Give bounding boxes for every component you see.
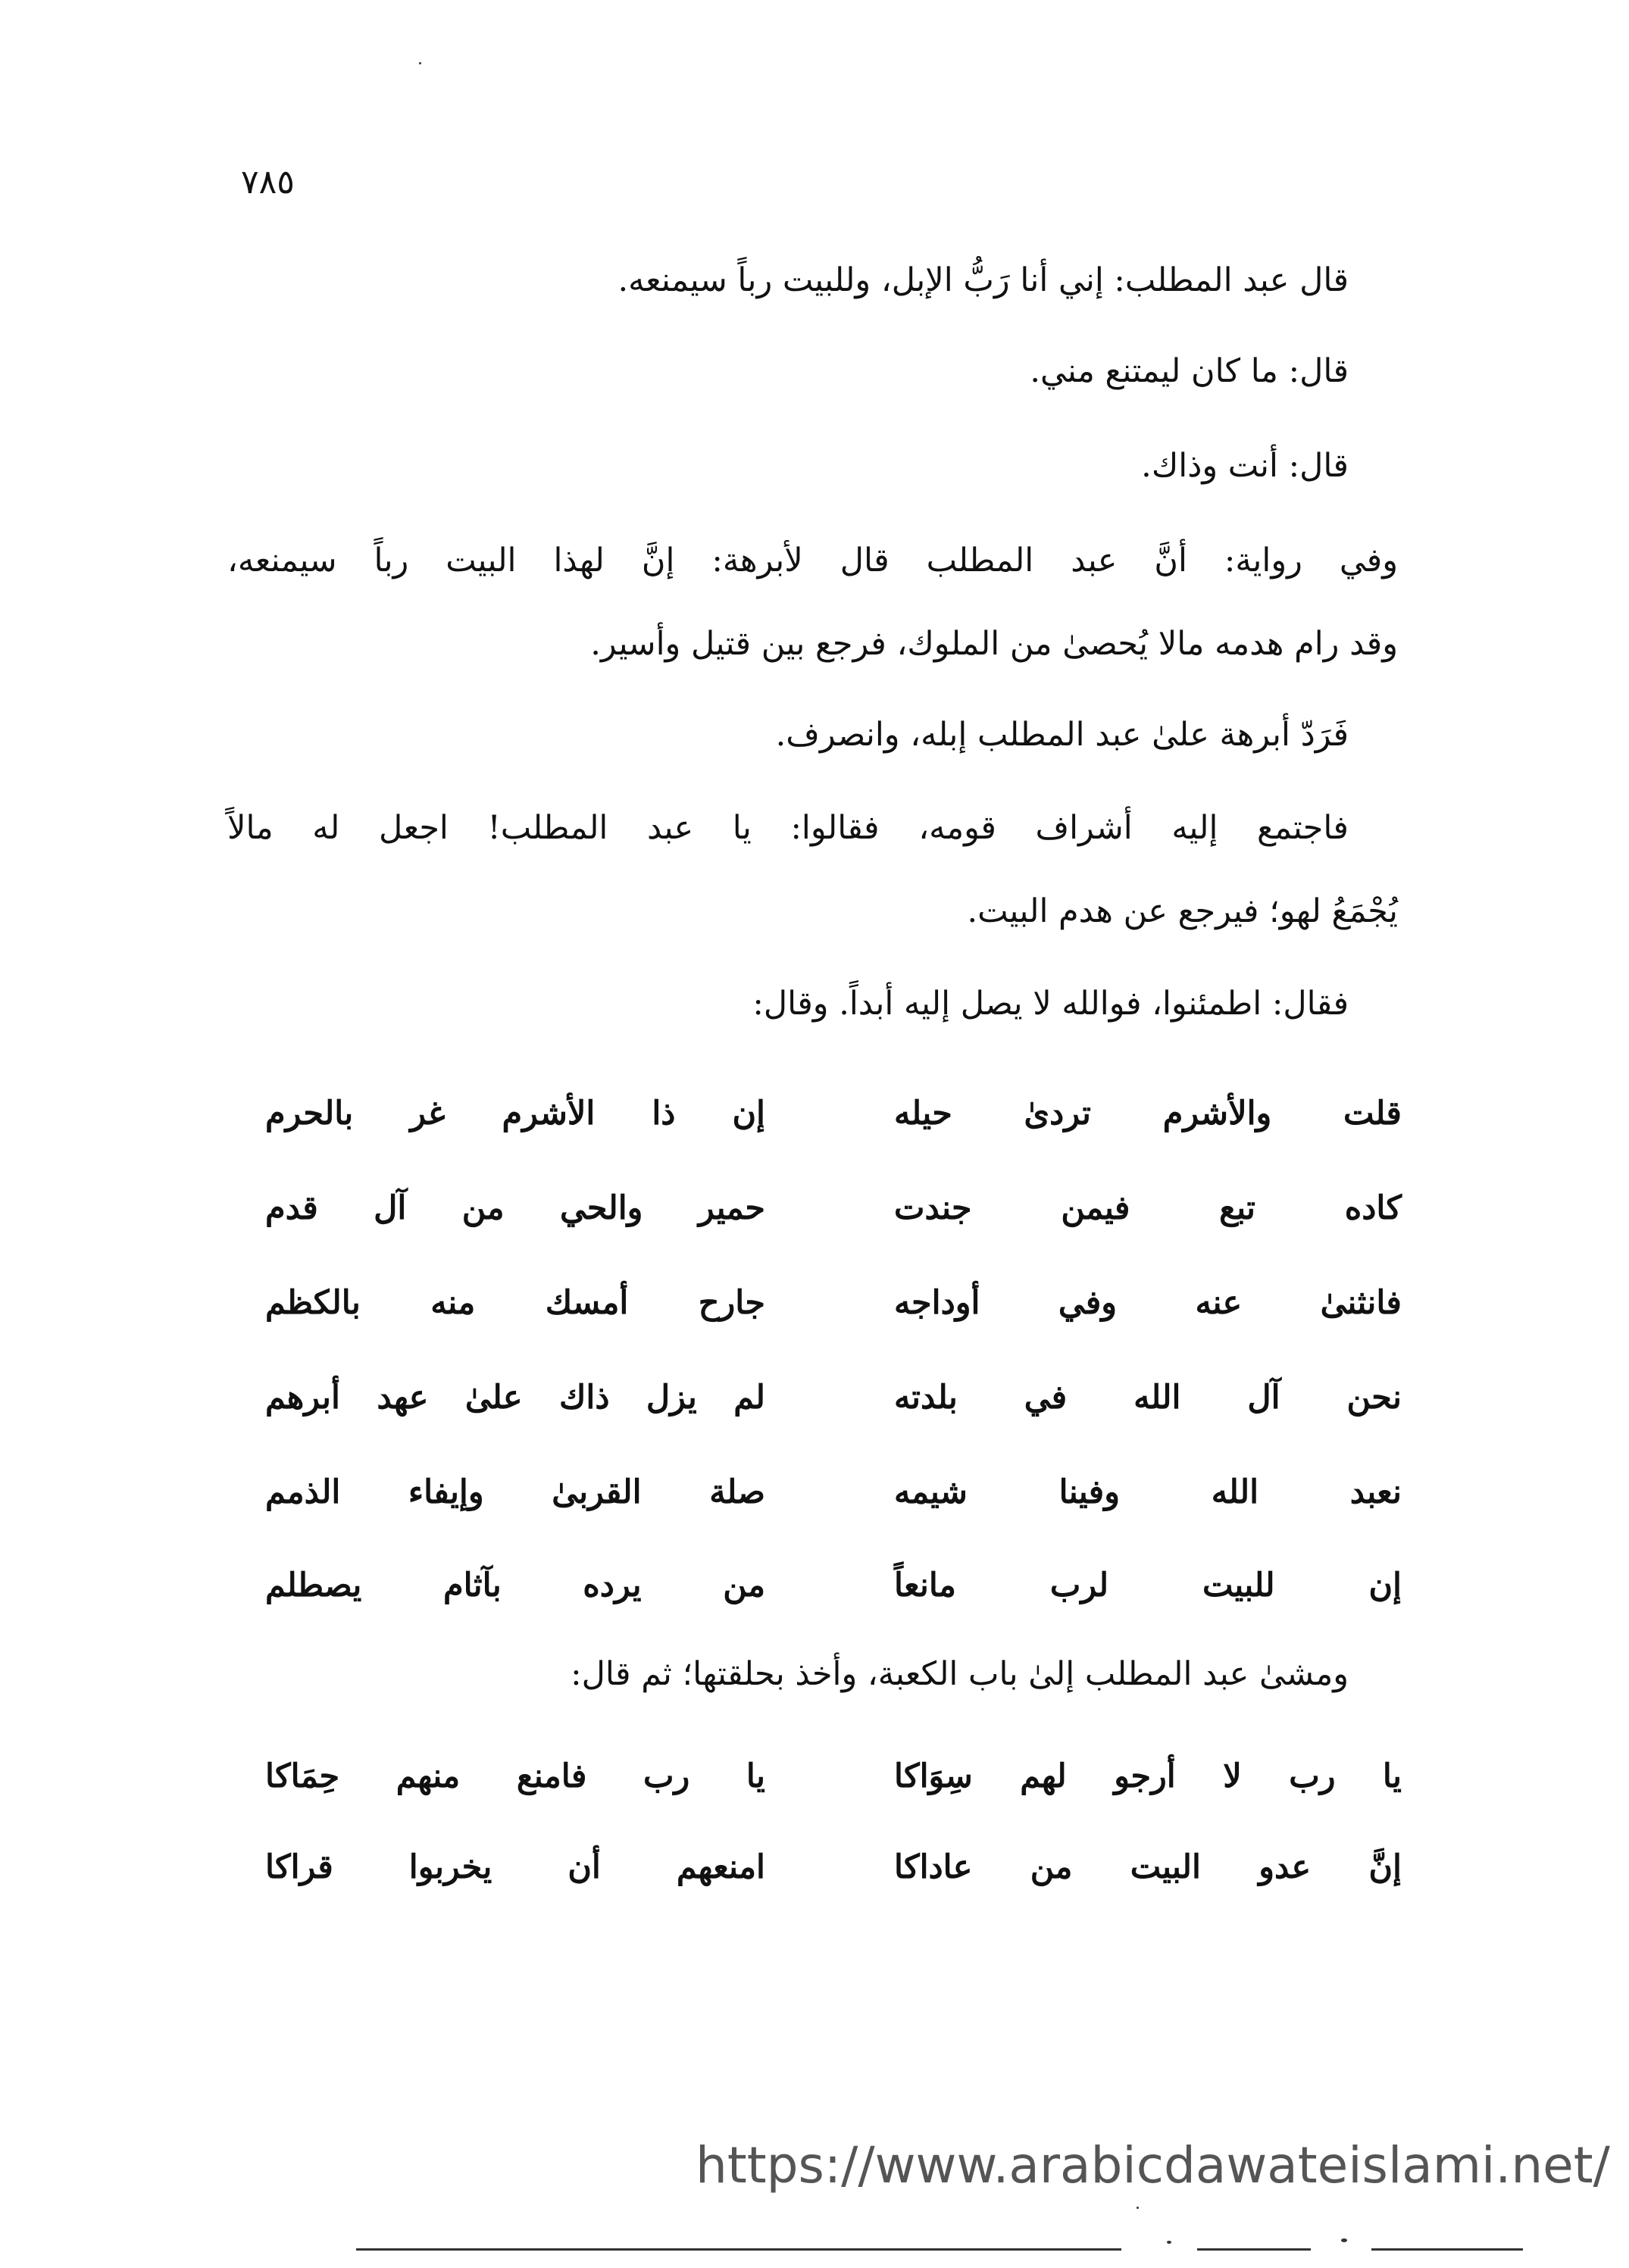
paragraph-abraha-reply: قال: ما كان ليمتنع مني.	[1030, 352, 1349, 390]
paragraph-you-and-that: قال: أنت وذاك.	[1141, 447, 1349, 485]
bottom-rule	[356, 2248, 1121, 2251]
speck	[1137, 2207, 1139, 2209]
paragraph-be-assured: فقال: اطمئنوا، فوالله لا يصل إليه أبداً. وقال:	[752, 985, 1349, 1023]
verse-line	[0, 1473, 1629, 1526]
verse-line	[0, 1567, 1629, 1620]
verse-second-hemistich: إن ذا الأشرم غر بالحرم	[265, 1095, 765, 1132]
paragraph-narration-line-1: وفي رواية: أنَّ عبد المطلب قال لأبرهة: إنَّ لهذا البيت رباً سيمنعه،	[227, 542, 1398, 579]
verse-first-hemistich: قلت والأشرم تردىٰ حيله	[894, 1095, 1402, 1132]
verse-second-hemistich: لم يزل ذاك علىٰ عهد أبرهم	[265, 1379, 765, 1417]
bottom-rule	[1197, 2248, 1311, 2251]
verse-line	[0, 1757, 1629, 1810]
ink-mark	[1341, 2238, 1347, 2242]
verse-second-hemistich: من يرده بآثام يصطلم	[265, 1567, 765, 1604]
verse-second-hemistich: جارح أمسك منه بالكظم	[265, 1284, 765, 1322]
verse-second-hemistich: حمير والحي من آل قدم	[265, 1189, 765, 1227]
verse-line	[0, 1848, 1629, 1901]
verse-line	[0, 1095, 1629, 1148]
verse-first-hemistich: إنَّ عدو البيت من عاداكا	[894, 1848, 1402, 1886]
ink-mark	[1167, 2241, 1171, 2244]
verse-first-hemistich: كاده تبع فيمن جندت	[894, 1189, 1402, 1227]
verse-first-hemistich: فانثنىٰ عنه وفي أوداجه	[894, 1284, 1402, 1322]
bottom-rule	[1371, 2248, 1523, 2251]
verse-second-hemistich: صلة القربىٰ وإيفاء الذمم	[265, 1473, 765, 1511]
verse-first-hemistich: يا رب لا أرجو لهم سِوَاكا	[894, 1757, 1402, 1795]
paragraph-abd-al-muttalib-reply: قال عبد المطلب: إني أنا رَبُّ الإبل، وللبيت رباً سيمنعه.	[618, 261, 1349, 299]
page-number: ٧٨٥	[241, 163, 295, 201]
paragraph-nobles-gathered-line-2: يُجْمَعُ لهو؛ فيرجع عن هدم البيت.	[967, 892, 1398, 930]
paragraph-camels-returned: فَرَدّ أبرهة علىٰ عبد المطلب إبله، وانصرف.	[775, 716, 1349, 754]
verse-line	[0, 1379, 1629, 1432]
verse-first-hemistich: نعبد الله وفينا شيمه	[894, 1473, 1402, 1511]
speck	[419, 62, 421, 64]
paragraph-narration-line-2: وقد رام هدمه مالا يُحصىٰ من الملوك، فرجع بين قتيل وأسير.	[590, 625, 1398, 663]
verse-first-hemistich: نحن آل الله في بلدته	[894, 1379, 1402, 1417]
verse-line	[0, 1189, 1629, 1242]
paragraph-walked-to-kaaba: ومشىٰ عبد المطلب إلىٰ باب الكعبة، وأخذ بحلقتها؛ ثم قال:	[571, 1655, 1349, 1693]
source-url-watermark: https://www.arabicdawateislami.net/	[696, 2136, 1610, 2195]
verse-second-hemistich: امنعهم أن يخربوا قراكا	[265, 1848, 765, 1886]
verse-line	[0, 1284, 1629, 1337]
paragraph-nobles-gathered-line-1: فاجتمع إليه أشراف قومه، فقالوا: يا عبد المطلب! اجعل له مالاً	[227, 809, 1349, 847]
verse-first-hemistich: إن للبيت لرب مانعاً	[894, 1567, 1402, 1604]
verse-second-hemistich: يا رب فامنع منهم حِمَاكا	[265, 1757, 765, 1795]
